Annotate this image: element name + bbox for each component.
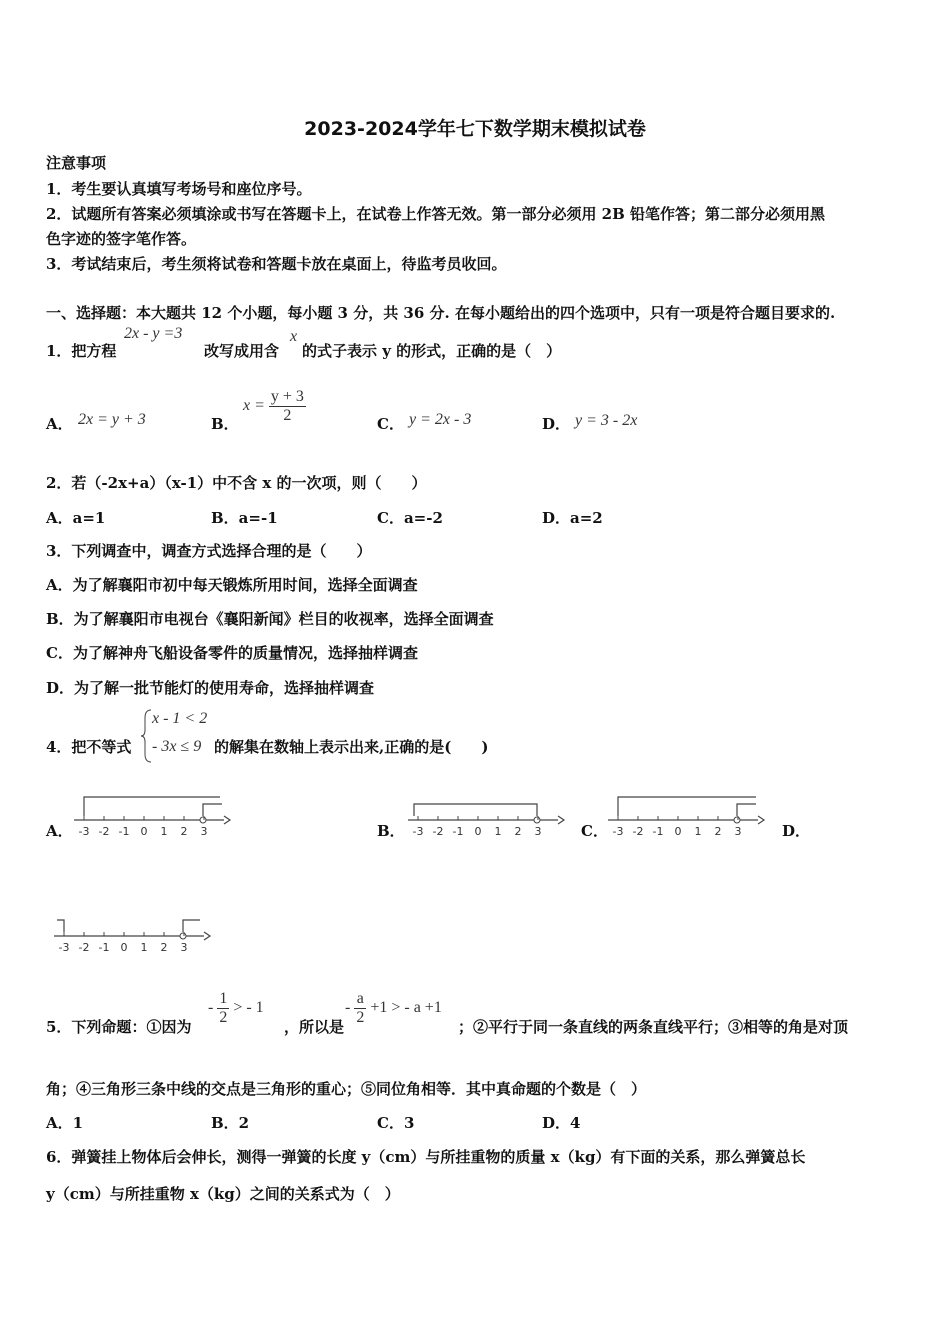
- notice-item: 3．考试结束后，考生须将试卷和答题卡放在桌面上，待监考员收回。: [46, 255, 507, 273]
- tick-label: -3: [412, 825, 424, 838]
- tick-label: 2: [714, 825, 722, 838]
- tick-label: -2: [632, 825, 644, 838]
- q5-inequality-1-fraction: [217, 990, 229, 1027]
- tick-label: -1: [652, 825, 664, 838]
- tick-label: 3: [200, 825, 208, 838]
- q1-stem-part: 的式子表示 y 的形式，正确的是（ ）: [302, 342, 562, 360]
- q3-stem: 3．下列调查中，调查方式选择合理的是（ ）: [46, 542, 372, 560]
- q5-option: B．2: [211, 1114, 250, 1132]
- q4-stem-part: 的解集在数轴上表示出来,正确的是( ): [214, 738, 489, 756]
- tick-label: -3: [612, 825, 624, 838]
- q1-option-a-label: A．: [46, 415, 73, 433]
- q5-option: A．1: [46, 1114, 84, 1132]
- q2-stem: 2．若（-2x+a）（x-1）中不含 x 的一次项，则（ ）: [46, 474, 427, 492]
- notice-item: 色字迹的签字笔作答。: [46, 230, 197, 248]
- q3-option: A．为了解襄阳市初中每天锻炼所用时间，选择全面调查: [46, 576, 418, 594]
- q4-numberline-d: [52, 908, 212, 964]
- tick-label: -2: [432, 825, 444, 838]
- q4-numberline-b: [406, 792, 566, 848]
- tick-label: 3: [734, 825, 742, 838]
- q4-option-b-label: B．: [377, 822, 405, 840]
- q1-equation: 2x - y =3: [124, 325, 183, 342]
- q1-option-b-label: B．: [211, 415, 239, 433]
- q2-option: D．a=2: [542, 509, 603, 527]
- q2-option: B．a=-1: [211, 509, 278, 527]
- notice-item: 2．试题所有答案必须填涂或书写在答题卡上，在试卷上作答无效。第一部分必须用 2B 铅笔作答；第二部分必须用黑: [46, 205, 826, 223]
- tick-label: 3: [534, 825, 542, 838]
- q4-option-c-label: C．: [581, 822, 608, 840]
- q5-stem-part: 5．下列命题：①因为: [46, 1018, 192, 1036]
- q5-inequality-2-numerator: a: [354, 990, 366, 1009]
- tick-label: -2: [98, 825, 110, 838]
- q1-option-d: y = 3 - 2x: [575, 412, 638, 429]
- tick-label: 1: [140, 941, 148, 954]
- q5-inequality-2-fraction: [354, 990, 366, 1027]
- q1-option-a: 2x = y + 3: [78, 411, 146, 428]
- q1-option-b-denominator: 2: [283, 407, 292, 424]
- q5-stem-part: ；②平行于同一条直线的两条直线平行；③相等的角是对顶: [458, 1018, 849, 1036]
- tick-label: 1: [160, 825, 168, 838]
- q6-stem-line1: 6．弹簧挂上物体后会伸长，测得一弹簧的长度 y（cm）与所挂重物的质量 x（kg）有下面的关系，那么弹簧总长: [46, 1148, 806, 1166]
- q4-numberline-a: [72, 792, 232, 848]
- q3-option: B．为了解襄阳市电视台《襄阳新闻》栏目的收视率，选择全面调查: [46, 610, 494, 628]
- tick-label: -2: [78, 941, 90, 954]
- q5-inequality-1-denominator: 2: [219, 1009, 228, 1026]
- q2-option: C．a=-2: [377, 509, 443, 527]
- q5-inequality-1-rest: > - 1: [233, 999, 264, 1017]
- q5-inequality-1-sign: -: [208, 999, 214, 1017]
- q5-inequality-2: [345, 990, 442, 1027]
- q1-option-b: [243, 388, 306, 425]
- q1-option-c-label: C．: [377, 415, 404, 433]
- tick-label: 0: [140, 825, 148, 838]
- q1-option-d-label: D．: [542, 415, 571, 433]
- q4-option-a-label: A．: [46, 822, 73, 840]
- tick-label: 2: [514, 825, 522, 838]
- q5-inequality-2-rest: +1 > - a +1: [370, 999, 442, 1017]
- q4-option-d-label: D．: [782, 822, 811, 840]
- q5-stem-line2: 角；④三角形三条中线的交点是三角形的重心；⑤同位角相等．其中真命题的个数是（ ）: [46, 1080, 647, 1098]
- q5-stem-part: ，所以是: [284, 1018, 345, 1036]
- q3-option: D．为了解一批节能灯的使用寿命，选择抽样调查: [46, 679, 375, 697]
- q5-inequality-2-sign: -: [345, 999, 351, 1017]
- q5-option: C．3: [377, 1114, 415, 1132]
- q5-inequality-1-numerator: 1: [219, 990, 228, 1007]
- tick-label: 3: [180, 941, 188, 954]
- tick-label: 0: [120, 941, 128, 954]
- tick-label: -1: [452, 825, 464, 838]
- q1-option-c: y = 2x - 3: [409, 411, 472, 428]
- q5-inequality-1: [208, 990, 264, 1027]
- q5-option: D．4: [542, 1114, 581, 1132]
- tick-label: -1: [98, 941, 110, 954]
- q1-stem-part: 1．把方程: [46, 342, 117, 360]
- tick-label: -1: [118, 825, 130, 838]
- q4-system-line: x - 1 < 2: [152, 710, 208, 727]
- tick-label: 2: [160, 941, 168, 954]
- q6-stem-line2: y（cm）与所挂重物 x（kg）之间的关系式为（ ）: [46, 1185, 400, 1203]
- tick-label: -3: [58, 941, 70, 954]
- exam-title: 2023-2024学年七下数学期末模拟试卷: [304, 118, 646, 140]
- section-heading: 一、选择题：本大题共 12 个小题，每小题 3 分，共 36 分. 在每小题给出的四个选项中，只有一项是符合题目要求的.: [46, 304, 836, 322]
- tick-label: 2: [180, 825, 188, 838]
- tick-label: 1: [694, 825, 702, 838]
- notice-heading: 注意事项: [46, 154, 107, 172]
- q4-numberline-c: [606, 792, 766, 848]
- q1-option-b-lhs: x =: [243, 397, 265, 415]
- q4-system-line: - 3x ≤ 9: [152, 738, 202, 755]
- q1-option-b-numerator: y + 3: [270, 388, 304, 405]
- tick-label: -3: [78, 825, 90, 838]
- q1-variable: x: [290, 328, 298, 345]
- q3-option: C．为了解神舟飞船设备零件的质量情况，选择抽样调查: [46, 644, 418, 662]
- q4-stem-part: 4．把不等式: [46, 738, 132, 756]
- q1-stem-part: 改写成用含: [204, 342, 280, 360]
- q2-option: A．a=1: [46, 509, 106, 527]
- q5-inequality-2-denominator: 2: [356, 1009, 365, 1026]
- q1-option-b-fraction: [269, 388, 306, 425]
- tick-label: 1: [494, 825, 502, 838]
- notice-item: 1．考生要认真填写考场号和座位序号。: [46, 180, 312, 198]
- tick-label: 0: [474, 825, 482, 838]
- tick-label: 0: [674, 825, 682, 838]
